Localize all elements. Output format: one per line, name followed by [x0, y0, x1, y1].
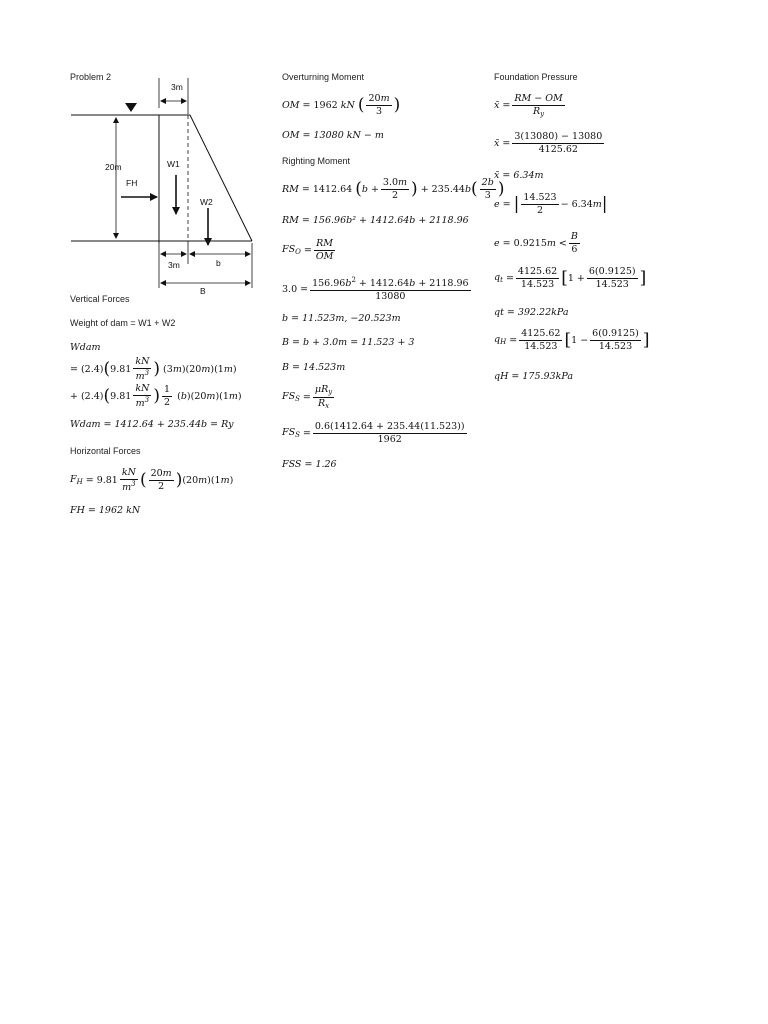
foundation-heading: Foundation Pressure [494, 72, 578, 82]
fso-line: $FS_O$ = $\frac{RM}{OM}$ [282, 238, 334, 262]
fss-line: $FS_S$ = $\frac{0.6(1412.64 + 235.44(11.523))}{1962}$ [282, 421, 465, 445]
qh-result: qH = 175.93kPa [494, 371, 573, 382]
wdam-line2: + (2.4) ( 9.81 $\frac{kN}{m^3}$ ) $\frac{1}{2}$ (b)(20m)(1m) [70, 383, 242, 409]
water-level-triangle-icon [125, 103, 137, 112]
bottom-dim-b-label: b [216, 258, 221, 268]
qt-line: $q_t$ = $\frac{4125.62}{14.523}$ [ 1 + $\frac{6(0.9125)}{14.523}$ ] [494, 266, 647, 290]
om-result: OM = 13080 kN − m [282, 130, 384, 141]
xbar-def: x̄ = $\frac{RM - OM}{R_y}$ [494, 93, 563, 118]
problem-title: Problem 2 [70, 72, 112, 82]
dam-downstream-face [190, 115, 252, 241]
fh-result: FH = 1962 kN [70, 505, 141, 516]
weight-of-dam-text: Weight of dam = W1 + W2 [70, 318, 176, 328]
weight-of-dam-line [70, 318, 175, 328]
w2-label: W2 [200, 197, 213, 207]
vertical-forces-heading: Vertical Forces [70, 294, 130, 304]
B-line: B = b + 3.0m = 11.523 + 3 [282, 337, 415, 348]
wdam-line1: = (2.4) ( 9.81 $\frac{kN}{m^3}$ ) (3m)(20m)(1m) [70, 356, 237, 382]
xbar-line: x̄ = $\frac{3(13080) - 13080}{4125.62}$ [494, 131, 603, 155]
height-dim-label: 20m [105, 162, 122, 172]
rm-line: RM = 1412.64 ( b + $\frac{3.0m}{2}$ ) + 235.44 b ( $\frac{2b}{3}$ ) [282, 177, 505, 201]
dam-diagram [66, 78, 266, 300]
fss-result: FSS = 1.26 [282, 459, 337, 470]
bottom-dim-3m-label: 3m [168, 260, 180, 270]
horizontal-forces-heading: Horizontal Forces [70, 446, 141, 456]
base-dim-label: B [200, 286, 206, 296]
xbar-result: x̄ = 6.34m [494, 170, 544, 181]
overturning-heading: Overturning Moment [282, 72, 365, 82]
B-result: B = 14.523m [282, 362, 346, 373]
rm-result: RM = 156.96b² + 1412.64b + 2118.96 [282, 215, 469, 226]
wdam-label: Wdam [70, 342, 101, 353]
wdam-result: Wdam = 1412.64 + 235.44b = Ry [70, 419, 234, 430]
fh-label: FH [126, 178, 138, 188]
righting-heading: Righting Moment [282, 156, 351, 166]
om-line: OM = 1962 kN ( $\frac{20m}{3}$ ) [282, 93, 401, 117]
qt-result: qt = 392.22kPa [494, 307, 569, 318]
three-line: 3.0 = $\frac{156.96b^2 + 1412.64b + 2118.96}{13080}$ [282, 276, 469, 302]
top-dim-label: 3m [171, 82, 183, 92]
w1-label: W1 [167, 159, 180, 169]
b-roots: b = 11.523m, −20.523m [282, 313, 401, 324]
qh-line: $q_H$ = $\frac{4125.62}{14.523}$ [ 1 − $\frac{6(0.9125)}{14.523}$ ] [494, 328, 650, 352]
fss-def: $FS_S$ = $\frac{\mu R_y}{R_x}$ [282, 384, 333, 410]
fh-line: $F_H$ = 9.81 $\frac{kN}{m^3}$ ( $\frac{20m}{2}$ ) (20m)(1m) [70, 467, 234, 493]
e-result: e = 0.9215m < $\frac{B}{6}$ [494, 231, 578, 255]
e-line: e = | $\frac{14.523}{2}$ − 6.34m | [494, 192, 608, 216]
